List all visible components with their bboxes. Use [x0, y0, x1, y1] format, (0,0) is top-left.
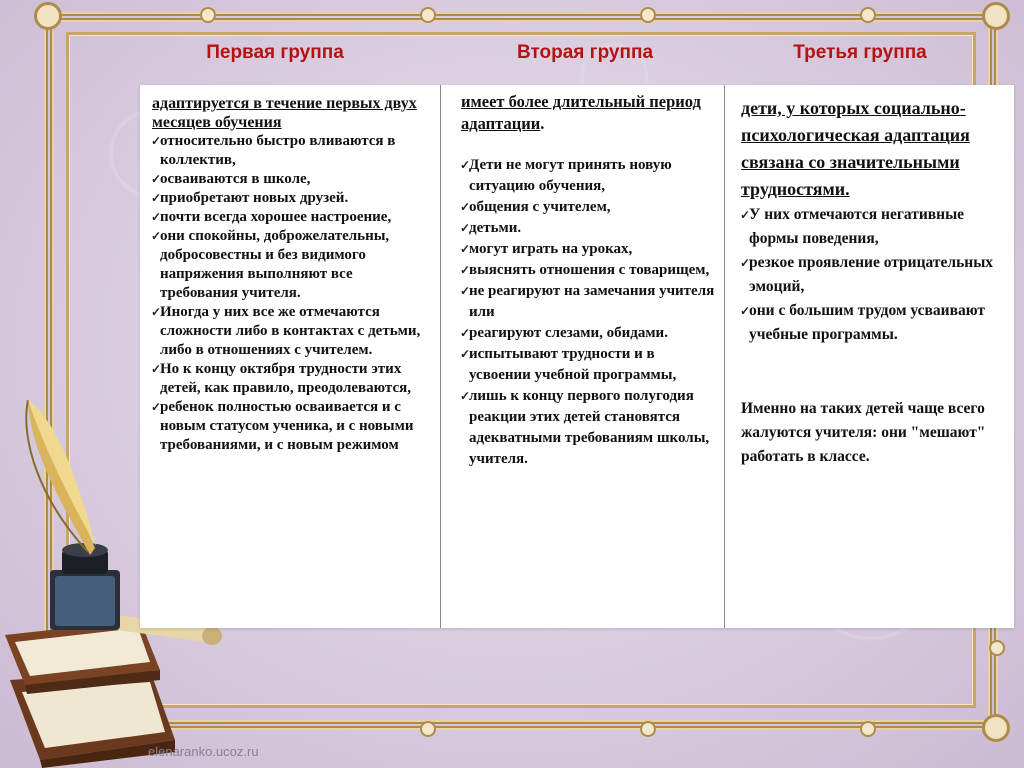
frame-knot-ornament [989, 640, 1005, 656]
group-2-intro-text: имеет более длительный период адаптации [461, 92, 701, 133]
group-2-intro-punct: . [540, 114, 545, 133]
frame-knot-ornament [420, 7, 436, 23]
list-item: ✓ Дети не могут принять новую ситуацию обучения, [461, 155, 718, 197]
frame-corner-ornament [982, 714, 1010, 742]
list-item: ✓ почти всегда хорошее настроение, [152, 208, 434, 227]
list-item: ✓ реагируют слезами, обидами. [461, 323, 718, 344]
header-group-1: Первая группа [206, 42, 344, 63]
group-1-list [152, 132, 434, 455]
list-item: ✓ приобретают новых друзей. [152, 189, 434, 208]
list-item: ✓ не реагируют на замечания учителя или [461, 281, 718, 323]
list-item: ✓ они спокойны, доброжелательны, добросовестны и без видимого напряжения выполняют все требования учителя. [152, 227, 434, 303]
frame-corner-ornament [982, 2, 1010, 30]
group-3-list [741, 203, 1008, 347]
list-item: ✓ У них отмечаются негативные формы поведения, [741, 203, 1008, 251]
group-1-column [140, 85, 440, 628]
list-item: ✓ могут играть на уроках, [461, 239, 718, 260]
list-item: ✓ осваиваются в школе, [152, 170, 434, 189]
group-3-intro: дети, у которых социально-психологическая адаптация связана со значительными трудностями. [741, 98, 970, 199]
list-item: ✓ Но к концу октября трудности этих детей, как правило, преодолеваются, [152, 360, 434, 398]
list-item: ✓ испытывают трудности и в усвоении учебной программы, [461, 344, 718, 386]
list-item: ✓ общения с учителем, [461, 197, 718, 218]
list-item: ✓ ребенок полностью осваивается и с новым статусом ученика, и с новыми требованиями, и с новым режимом [152, 398, 434, 455]
inkwell-icon [50, 543, 120, 630]
list-item: ✓ детьми. [461, 218, 718, 239]
frame-knot-ornament [860, 721, 876, 737]
frame-knot-ornament [200, 7, 216, 23]
group-1-intro: адаптируется в течение первых двух месяцев обучения [152, 95, 417, 131]
frame-corner-ornament [34, 2, 62, 30]
list-item: ✓ они с большим трудом усваивают учебные программы. [741, 299, 1008, 347]
group-2-column [440, 85, 724, 628]
frame-knot-ornament [420, 721, 436, 737]
header-group-3: Третья группа [793, 42, 927, 63]
frame-knot-ornament [640, 7, 656, 23]
group-3-note: Именно на таких детей чаще всего жалуются учителя: они "мешают" работать в классе. [741, 400, 986, 465]
frame-knot-ornament [860, 7, 876, 23]
list-item: ✓ лишь к концу первого полугодия реакции этих детей становятся адекватными требованиям школы, учителя. [461, 386, 718, 470]
quill-feather-icon [26, 400, 96, 555]
list-item: ✓ резкое проявление отрицательных эмоций, [741, 251, 1008, 299]
site-watermark: elenaranko.ucoz.ru [148, 744, 259, 759]
group-2-list [461, 155, 718, 470]
group-3-column [724, 85, 1014, 628]
comparison-table [140, 85, 1014, 628]
list-item: ✓ относительно быстро вливаются в коллектив, [152, 132, 434, 170]
group-2-intro [461, 91, 718, 135]
header-group-2: Вторая группа [516, 42, 654, 63]
list-item: ✓ Иногда у них все же отмечаются сложности либо в контактах с детьми, либо в отношениях с учителем. [152, 303, 434, 360]
list-item: ✓ выяснять отношения с товарищем, [461, 260, 718, 281]
frame-knot-ornament [640, 721, 656, 737]
